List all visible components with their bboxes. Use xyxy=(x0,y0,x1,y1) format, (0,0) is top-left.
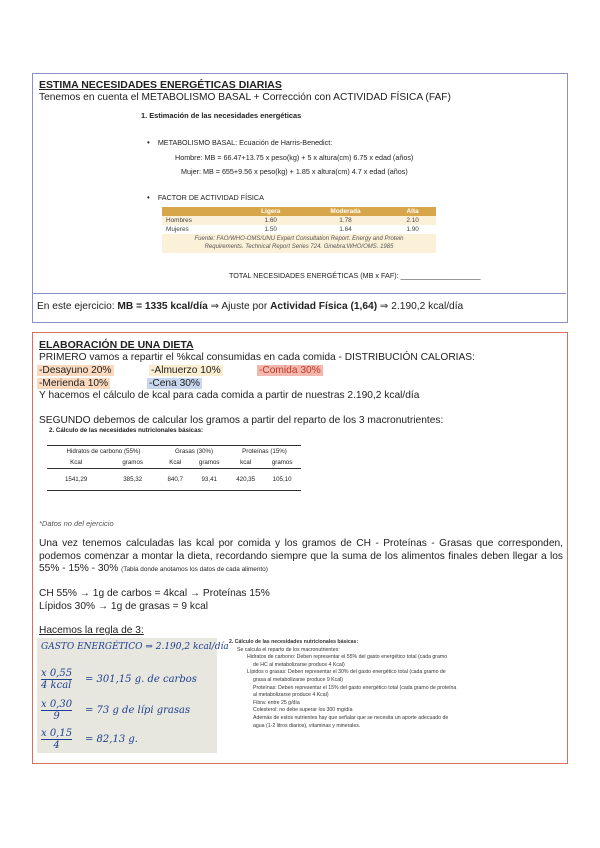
nut-subheader: gramos xyxy=(198,459,220,466)
hand-f1-num: x 0,55 xyxy=(41,668,73,679)
nut-heading: 2. Cálculo de las necesidades nutricionales básicas: xyxy=(49,427,204,434)
faf-table-block xyxy=(162,207,436,253)
calculo-text: Y hacemos el cálculo de kcal para cada comida a partir de nuestras 2.190,2 kcal/día xyxy=(39,390,420,401)
hand-f2-den: 9 xyxy=(53,711,60,722)
mb-item xyxy=(147,138,332,147)
nut-subheader: Kcal xyxy=(70,459,83,466)
hand-f1-den: 4 kcal xyxy=(41,680,72,691)
faf-cell: 2.10 xyxy=(389,216,436,225)
faf-item xyxy=(147,193,264,202)
ejercicio-end: ⇒ 2.190,2 kcal/día xyxy=(377,301,464,312)
faf-source: Fuente: FAO/WHO-OMS/UNU Expert Consultation Report. Energy and Protein xyxy=(194,236,404,242)
nota-text: *Datos no del ejercicio xyxy=(39,519,114,528)
hand-f3-res: = 82,13 g. xyxy=(85,734,138,745)
nut-group: Proteínas (15%) xyxy=(228,446,301,458)
nut-table xyxy=(47,445,301,491)
segundo-text: SEGUNDO debemos de calcular los gramos a partir del reparto de los 3 macronutrientes: xyxy=(39,415,444,426)
bullet-icon: • xyxy=(147,193,150,202)
ejercicio-line xyxy=(37,301,463,312)
faf-header: Ligera xyxy=(240,207,302,216)
faf-cell: 1.60 xyxy=(240,216,302,225)
hand-f2-res: = 73 g de lípi grasas xyxy=(85,705,191,716)
hand-f3 xyxy=(41,728,72,751)
total-needs: TOTAL NECESIDADES ENERGÉTICAS (MB x FAF): ____________________ xyxy=(229,271,481,280)
meal-merienda: -Merienda 10% xyxy=(39,378,109,389)
faf-cell: 1.90 xyxy=(406,226,419,233)
section2-title: ELABORACIÓN DE UNA DIETA xyxy=(39,339,194,351)
nut-subheader: gramos xyxy=(271,459,293,466)
doc2-item: Hidratos de carbono: Deben representar el 55% del gasto energético total (cada gramo xyxy=(247,654,448,661)
meal-almuerzo: -Almuerzo 10% xyxy=(151,365,221,376)
doc2-heading: 2. Cálculo de las necesidades nutricionales básicas: xyxy=(229,639,359,645)
nut-value: 1541,29 xyxy=(64,476,88,483)
mb-hombre: Hombre: MB = 66.47+13.75 x peso(kg) + 5 x altura(cm) 6.75 x edad (años) xyxy=(175,153,414,162)
faf-cell: 1.64 xyxy=(339,226,352,233)
equiv-1: CH 55% → 1g de carbos = 4kcal → Proteínas 15% xyxy=(39,588,270,599)
nut-subheader: Kcal xyxy=(169,459,182,466)
ejercicio-prefix: En este ejercicio: xyxy=(37,301,118,312)
faf-header xyxy=(162,207,240,216)
doc2-item: de HC al metabolizarse produce 4 Kcal) xyxy=(253,661,345,668)
doc2-item: al metabolizarse produce 4 Kcal) xyxy=(253,692,329,699)
nut-value: 420,35 xyxy=(236,476,256,483)
doc2-sub: Se calcula el reparto de los macronutrientes: xyxy=(237,646,340,653)
nutrients-doc xyxy=(229,639,564,730)
doc2-item: grasa al metabolizarse produce 9 Kcal) xyxy=(253,676,343,683)
nut-group: Hidratos de carbono (55%) xyxy=(47,446,160,458)
nut-subheader: gramos xyxy=(122,459,143,466)
handwritten-notes xyxy=(37,638,229,753)
parrafo-text: Una vez tenemos calculadas las kcal por comida y los gramos de CH - Proteínas - Grasas que corresponden, podemos comenzar a montar la dieta, recordando siempre que la suma de los alimentos finales deben llegar a los 55% - 15% - 30% xyxy=(39,538,563,574)
hand-line1: GASTO ENERGÉTICO ⇒ 2.190,2 kcal/día xyxy=(41,642,229,652)
nut-value: 93,41 xyxy=(201,476,217,483)
ejercicio-mid: ⇒ Ajuste por xyxy=(207,301,271,312)
hand-f3-den: 4 xyxy=(53,740,60,751)
equiv-2: Lípidos 30% → 1g de grasas = 9 kcal xyxy=(39,601,209,612)
bullet-icon: • xyxy=(147,138,150,147)
ejercicio-mb: MB = 1335 kcal/día xyxy=(117,301,208,312)
faf-source: Requirements. Technical Report Series 724. Ginebra:WHO/OMS. 1985 xyxy=(204,244,394,250)
faf-cell: Hombres xyxy=(162,216,240,225)
parrafo xyxy=(39,538,563,577)
energy-needs-section xyxy=(32,73,568,323)
nut-group: Grasas (30%) xyxy=(160,446,228,458)
faf-cell: 1.78 xyxy=(302,216,389,225)
table-row xyxy=(162,216,436,225)
faf-header: Alta xyxy=(389,207,436,216)
divider xyxy=(33,293,566,294)
mb-label: METABOLISMO BASAL: Ecuación de Harris-Benedict: xyxy=(157,138,333,147)
nut-subheader: kcal xyxy=(240,459,252,466)
hand-f1-res: = 301,15 g. de carbos xyxy=(85,674,197,685)
nut-table-block xyxy=(47,445,301,491)
hand-f1 xyxy=(41,668,72,691)
nut-value: 840,7 xyxy=(167,476,183,483)
hand-f2-num: x 0,30 xyxy=(41,699,73,710)
ejercicio-af: Actividad Física (1,64) xyxy=(270,301,378,312)
section1-title: ESTIMA NECESIDADES ENERGÉTICAS DIARIAS xyxy=(39,79,282,91)
doc2-item: Colesterol: no debe superar los 300 mg/día xyxy=(253,707,353,714)
doc-heading: 1. Estimación de las necesidades energéticas xyxy=(141,111,302,120)
primero-text: PRIMERO vamos a repartir el %kcal consumidas en cada comida - DISTRIBUCIÓN CALORIAS: xyxy=(39,352,475,363)
faf-header: Moderada xyxy=(302,207,389,216)
doc2-item: Proteínas: Deben representar el 15% del gasto energético total (cada gramo de proteína xyxy=(253,684,457,691)
nut-value: 105,10 xyxy=(272,476,292,483)
faf-label: FACTOR DE ACTIVIDAD FÍSICA xyxy=(157,193,264,202)
faf-cell: 1.50 xyxy=(264,226,277,233)
hand-f3-num: x 0,15 xyxy=(41,728,73,739)
hand-f2 xyxy=(41,699,72,722)
mb-mujer: Mujer: MB = 655+9.56 x peso(kg) + 1.85 x altura(cm) 4.7 x edad (años) xyxy=(181,167,408,176)
doc2-item: Lípidos o grasas: Deben representar el 30% del gasto energético total (cada gramo de xyxy=(247,669,446,676)
regla-title: Hacemos la regla de 3: xyxy=(39,625,144,636)
table-row xyxy=(162,225,436,234)
doc2-item: Además de estos nutrientes hay que señalar que se necesita un aporte adecuado de xyxy=(253,714,449,721)
nut-value: 385,32 xyxy=(123,476,143,483)
doc2-item: agua (1-2 litros diarios), vitaminas y minerales. xyxy=(253,722,361,729)
diet-section xyxy=(32,332,568,764)
parrafo-nota: (Tabla donde anotamos los datos de cada alimento) xyxy=(121,566,268,573)
meal-desayuno: -Desayuno 20% xyxy=(39,365,112,376)
doc2-item: Fibra: entre 25 g/día xyxy=(253,699,300,706)
meal-cena: -Cena 30% xyxy=(149,378,200,389)
faf-table xyxy=(162,207,436,234)
meal-comida: -Comida 30% xyxy=(259,365,321,376)
faf-cell: Mujeres xyxy=(166,226,189,233)
section1-intro: Tenemos en cuenta el METABOLISMO BASAL + Corrección con ACTIVIDAD FÍSICA (FAF) xyxy=(39,92,451,103)
